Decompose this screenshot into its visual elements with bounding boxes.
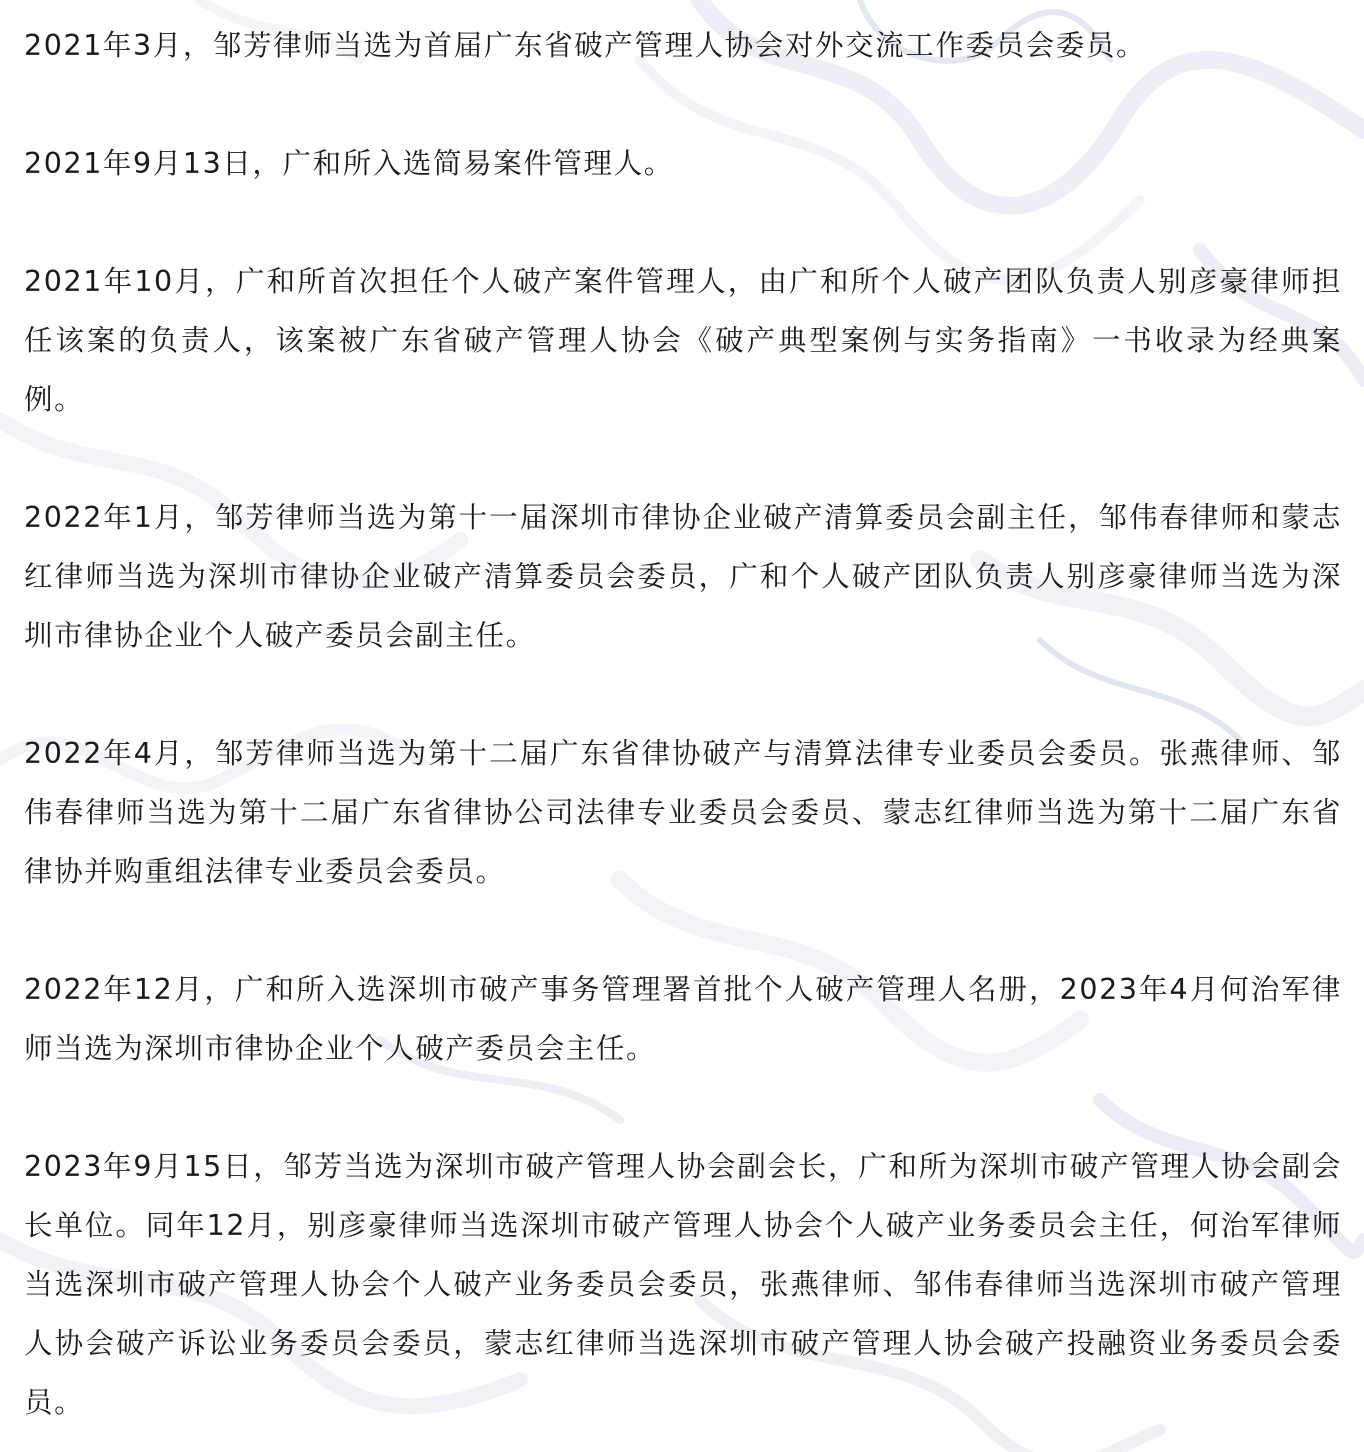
milestone-2021-10: 2021年10月，广和所首次担任个人破产案件管理人，由广和所个人破产团队负责人别彦豪律师担任该案的负责人，该案被广东省破产管理人协会《破产典型案例与实务指南》一书收录为经典案例。 bbox=[24, 265, 1342, 416]
milestone-2021-03: 2021年3月，邹芳律师当选为首届广东省破产管理人协会对外交流工作委员会委员。 bbox=[24, 29, 1147, 62]
milestone-2022-04: 2022年4月，邹芳律师当选为第十二届广东省律协破产与清算法律专业委员会委员。张燕律师、邹伟春律师当选为第十二届广东省律协公司法律专业委员会委员、蒙志红律师当选为第十二届广东省律协并购重组法律专业委员会委员。 bbox=[24, 737, 1342, 888]
milestone-2022-12: 2022年12月，广和所入选深圳市破产事务管理署首批个人破产管理人名册，2023年4月何治军律师当选为深圳市律协企业个人破产委员会主任。 bbox=[24, 973, 1342, 1065]
spacer bbox=[24, 193, 1342, 252]
spacer bbox=[24, 901, 1342, 960]
milestone-list bbox=[24, 16, 1342, 1432]
spacer bbox=[24, 665, 1342, 724]
spacer bbox=[24, 429, 1342, 488]
spacer bbox=[24, 75, 1342, 134]
milestone-2021-09: 2021年9月13日，广和所入选简易案件管理人。 bbox=[24, 147, 674, 180]
spacer bbox=[24, 1078, 1342, 1137]
milestone-2023-09: 2023年9月15日，邹芳当选为深圳市破产管理人协会副会长，广和所为深圳市破产管理人协会副会长单位。同年12月，别彦豪律师当选深圳市破产管理人协会个人破产业务委员会主任，何治军律师当选深圳市破产管理人协会个人破产业务委员会委员，张燕律师、邹伟春律师当选深圳市破产管理人协会破产诉讼业务委员会委员，蒙志红律师当选深圳市破产管理人协会破产投融资业务委员会委员。 bbox=[24, 1150, 1342, 1419]
milestone-2022-01: 2022年1月，邹芳律师当选为第十一届深圳市律协企业破产清算委员会副主任，邹伟春律师和蒙志红律师当选为深圳市律协企业破产清算委员会委员，广和个人破产团队负责人别彦豪律师当选为深圳市律协企业个人破产委员会副主任。 bbox=[24, 501, 1342, 652]
